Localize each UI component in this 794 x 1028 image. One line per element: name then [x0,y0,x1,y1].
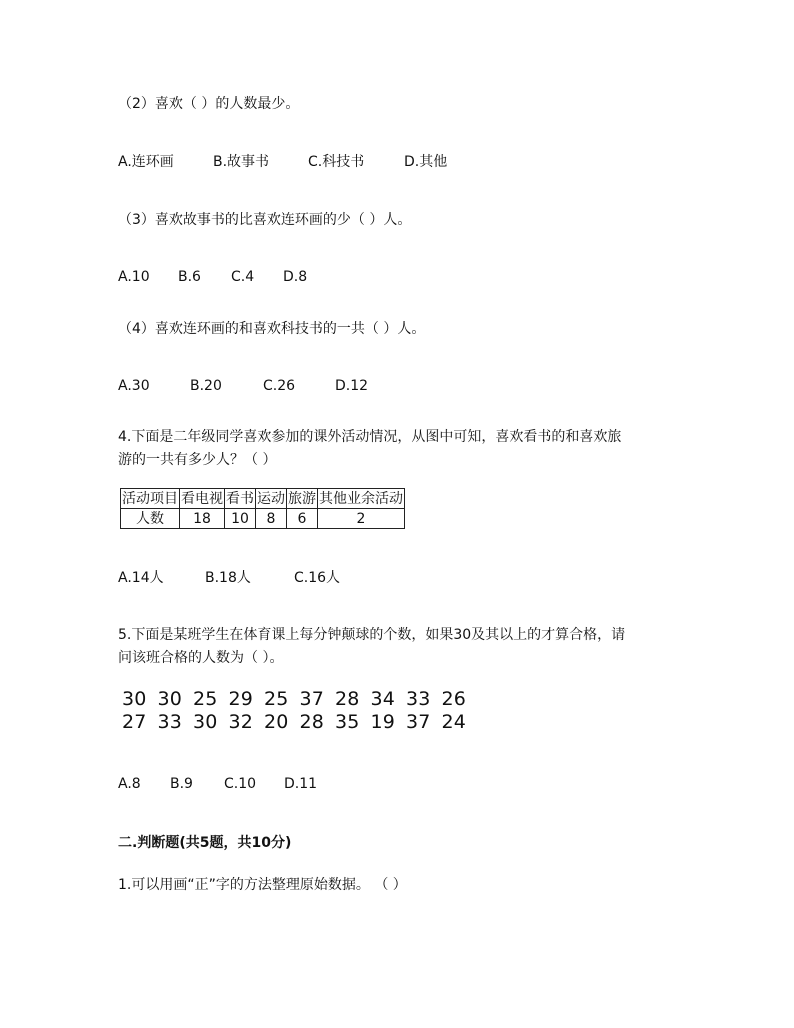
kick-count-value: 30 [157,688,183,710]
table-header-row [121,489,405,509]
q2-option-c: C.科技书 [308,154,365,170]
table-row [121,509,405,529]
problem-4-option-c: C.16人 [294,570,341,586]
kick-count-value: 30 [193,711,218,733]
kick-count-value: 27 [122,711,147,733]
table-cell: 10 [225,509,256,529]
kick-count-value: 29 [228,688,254,710]
problem-4-line-2: 游的一共有多少人？（ ） [118,452,277,468]
kick-count-value: 33 [406,688,431,710]
kick-count-value: 32 [228,711,254,733]
table-header-cell: 看书 [226,490,254,507]
table-cell: 人数 [121,509,180,529]
problem-5-line-1: 5.下面是某班学生在体育课上每分钟颠球的个数，如果30及其以上的才算合格，请 [118,627,626,643]
problem-4-option-a: A.14人 [118,570,164,586]
table-cell: 8 [256,509,287,529]
kick-count-value: 28 [335,688,360,710]
table-cell: 2 [318,509,405,529]
q4sub-option-a: A.30 [118,378,150,394]
problem-5-option-a: A.8 [118,776,141,792]
kick-count-value: 25 [264,688,289,710]
kick-count-value: 37 [299,688,325,710]
table-header-cell: 看电视 [181,490,223,507]
q3-option-a: A.10 [118,269,150,285]
kick-count-value: 28 [299,711,325,733]
problem-4-option-b: B.18人 [205,570,251,586]
kick-count-row-1 [122,688,477,710]
kick-count-value: 25 [193,688,218,710]
kick-count-value: 37 [406,711,431,733]
question-3-text: （3）喜欢故事书的比喜欢连环画的少（ ）人。 [118,212,412,228]
kick-count-value: 33 [157,711,183,733]
table-cell: 18 [180,509,225,529]
activity-table [120,488,405,529]
problem-5-option-c: C.10 [224,776,257,792]
kick-count-value: 35 [335,711,360,733]
problem-4-line-1: 4.下面是二年级同学喜欢参加的课外活动情况，从图中可知，喜欢看书的和喜欢旅 [118,429,622,445]
q2-option-b: B.故事书 [213,154,270,170]
table-header-cell: 运动 [257,490,285,507]
table-cell: 6 [287,509,318,529]
table-header-cell: 旅游 [288,490,316,507]
kick-count-value: 30 [122,688,147,710]
problem-5-line-2: 问该班合格的人数为（ ）。 [118,650,284,666]
kick-count-row-2 [122,711,477,733]
problem-5-option-b: B.9 [170,776,193,792]
problem-5-option-d: D.11 [284,776,318,792]
table-header-cell: 其他业余活动 [319,490,403,507]
q2-option-a: A.连环画 [118,154,174,170]
judgement-question-1: 1.可以用画“正”字的方法整理原始数据。 （ ） [118,877,407,893]
kick-count-value: 34 [370,688,396,710]
q4sub-option-c: C.26 [263,378,296,394]
q4sub-option-b: B.20 [190,378,222,394]
section-2-title: 二.判断题(共5题，共10分) [118,835,292,851]
table-header-cell: 活动项目 [122,490,178,507]
q4sub-option-d: D.12 [335,378,369,394]
kick-count-value: 24 [441,711,467,733]
question-4-sub-text: （4）喜欢连环画的和喜欢科技书的一共（ ）人。 [118,321,426,337]
kick-count-value: 26 [441,688,467,710]
question-2-text: （2）喜欢（ ）的人数最少。 [118,96,300,112]
kick-count-value: 19 [370,711,396,733]
q3-option-b: B.6 [178,269,201,285]
q3-option-c: C.4 [231,269,255,285]
q2-option-d: D.其他 [404,154,448,170]
kick-count-value: 20 [264,711,289,733]
q3-option-d: D.8 [283,269,308,285]
